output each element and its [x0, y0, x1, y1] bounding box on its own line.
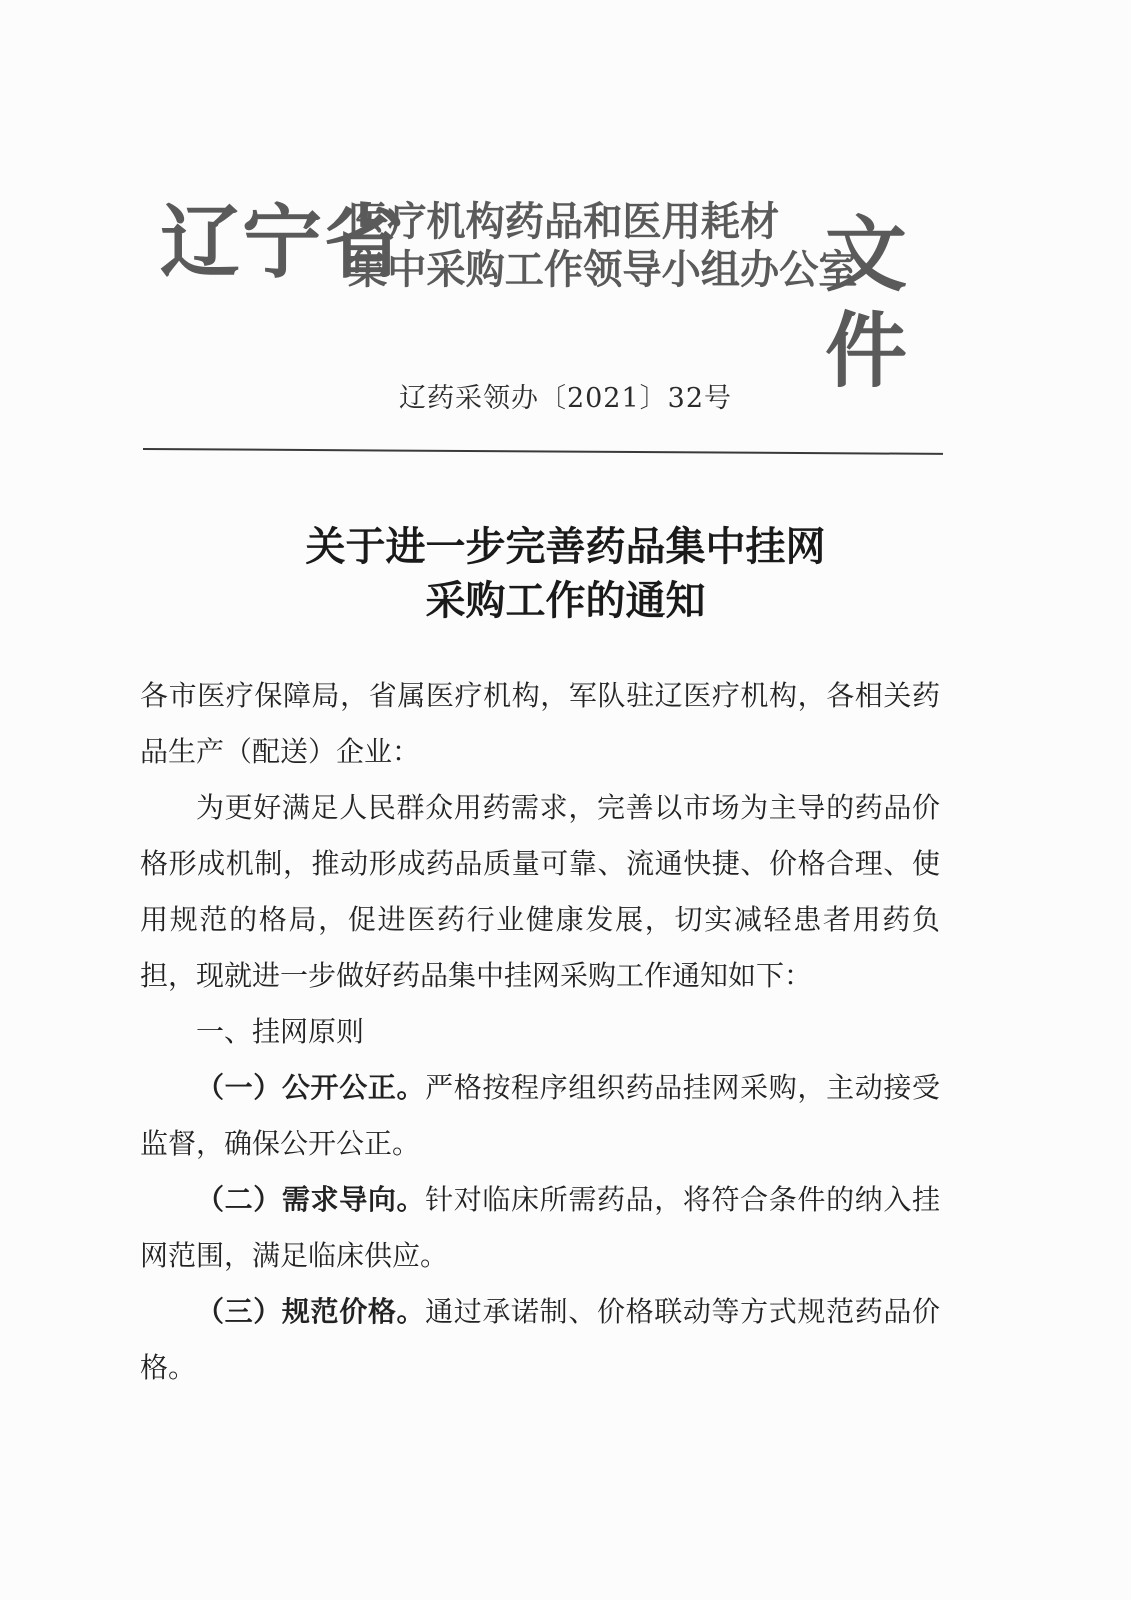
section-heading: 一、挂网原则: [196, 1015, 365, 1048]
principle-item: [140, 1284, 940, 1396]
principle-text: 通过承诺制、价格联动等方式规范药品价格。: [140, 1295, 940, 1384]
header-divider: [143, 448, 943, 455]
principle-item: [140, 1060, 940, 1172]
document-title-line2: 采购工作的通知: [425, 577, 706, 624]
letterhead-office-line1: 医疗机构药品和医用耗材: [348, 199, 780, 245]
intro-paragraph: 为更好满足人民群众用药需求，完善以市场为主导的药品价格形成机制，推动形成药品质量可靠、流通快捷、价格合理、使用规范的格局，促进医药行业健康发展，切实减轻患者用药负担，现就进一步做好药品集中挂网采购工作通知如下：: [140, 791, 940, 992]
principle-lead: （一）公开公正。: [196, 1071, 426, 1104]
principle-text: 严格按程序组织药品挂网采购，主动接受监督，确保公开公正。: [140, 1071, 940, 1160]
principle-item: [140, 1172, 940, 1284]
principle-lead: （三）规范价格。: [196, 1295, 426, 1328]
principle-lead: （二）需求导向。: [196, 1183, 426, 1216]
letterhead-office-line2: 集中采购工作领导小组办公室: [348, 247, 858, 293]
principle-text: 针对临床所需药品，将符合条件的纳入挂网范围，满足临床供应。: [140, 1183, 940, 1272]
document-title-line1: 关于进一步完善药品集中挂网: [305, 523, 826, 570]
letterhead-province: 辽宁省: [160, 196, 406, 289]
letterhead-document-label: 文件: [825, 208, 908, 399]
document-title: [0, 520, 1131, 628]
document-number: 辽药采领办〔2021〕32号: [398, 383, 733, 414]
document-body: [140, 668, 940, 1396]
recipients: 各市医疗保障局，省属医疗机构，军队驻辽医疗机构，各相关药品生产（配送）企业：: [140, 679, 940, 768]
letterhead-office: [348, 198, 858, 294]
